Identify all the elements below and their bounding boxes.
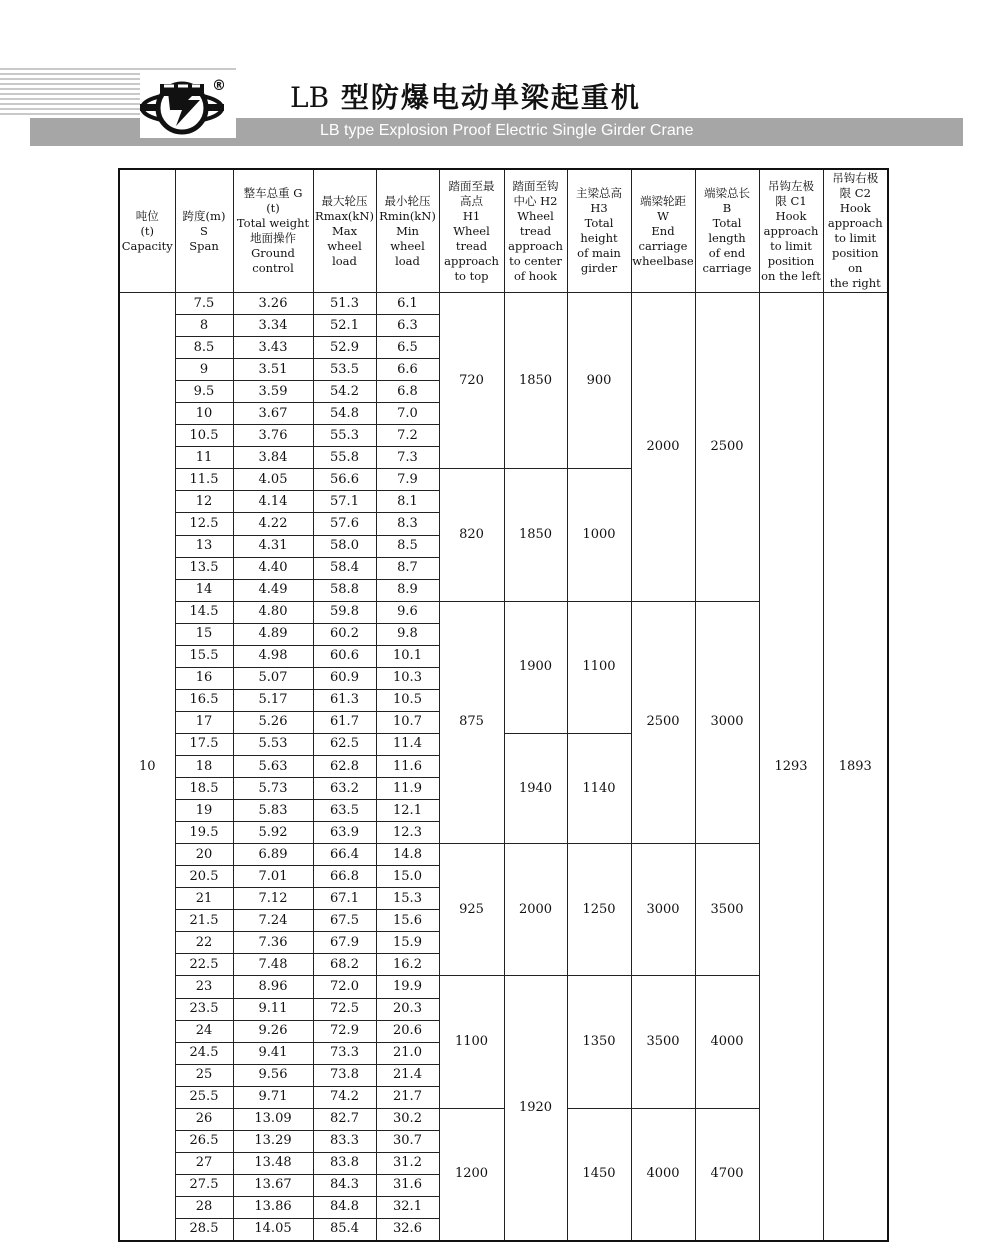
column-header-end-carriage-length: 端梁总长 B Total length of end carriage — [695, 169, 759, 293]
cell-max-wheel-load: 67.5 — [313, 910, 376, 932]
cell-total-weight: 3.59 — [233, 381, 313, 403]
cell-total-weight: 4.49 — [233, 579, 313, 601]
cell-min-wheel-load: 12.3 — [376, 822, 439, 844]
cell-total-weight: 3.67 — [233, 403, 313, 425]
cell-end-carriage-length: 4000 — [695, 976, 759, 1108]
cell-max-wheel-load: 73.3 — [313, 1042, 376, 1064]
cell-total-weight: 7.01 — [233, 866, 313, 888]
table-row — [119, 293, 888, 315]
cell-total-weight: 9.26 — [233, 1020, 313, 1042]
cell-total-weight: 3.76 — [233, 425, 313, 447]
cell-max-wheel-load: 74.2 — [313, 1086, 376, 1108]
cell-min-wheel-load: 6.5 — [376, 337, 439, 359]
cell-span: 26 — [175, 1108, 233, 1130]
cell-span: 8.5 — [175, 337, 233, 359]
cell-h2: 1920 — [504, 976, 567, 1241]
cell-max-wheel-load: 59.8 — [313, 601, 376, 623]
cell-min-wheel-load: 8.3 — [376, 513, 439, 535]
cell-total-weight: 4.22 — [233, 513, 313, 535]
cell-total-weight: 5.83 — [233, 800, 313, 822]
column-header-hook-right-limit: 吊钩右极 限 C2 Hook approach to limit position on the right — [823, 169, 888, 293]
cell-span: 15.5 — [175, 645, 233, 667]
cell-min-wheel-load: 11.6 — [376, 755, 439, 777]
cell-min-wheel-load: 6.6 — [376, 359, 439, 381]
cell-hook-right-limit: 1893 — [823, 293, 888, 1242]
cell-h1: 875 — [439, 601, 504, 844]
cell-min-wheel-load: 31.2 — [376, 1152, 439, 1174]
cell-span: 16 — [175, 667, 233, 689]
cell-max-wheel-load: 56.6 — [313, 469, 376, 491]
cell-h3: 1000 — [567, 469, 631, 601]
cell-max-wheel-load: 72.5 — [313, 998, 376, 1020]
cell-span: 12 — [175, 491, 233, 513]
spec-table — [118, 168, 889, 1242]
cell-min-wheel-load: 21.0 — [376, 1042, 439, 1064]
cell-total-weight: 5.63 — [233, 755, 313, 777]
cell-end-carriage-length: 3000 — [695, 601, 759, 844]
cell-max-wheel-load: 63.5 — [313, 800, 376, 822]
cell-max-wheel-load: 57.6 — [313, 513, 376, 535]
column-header-hook-left-limit: 吊钩左极 限 C1 Hook approach to limit position on the left — [759, 169, 823, 293]
cell-min-wheel-load: 20.6 — [376, 1020, 439, 1042]
cell-total-weight: 9.56 — [233, 1064, 313, 1086]
cell-span: 8 — [175, 315, 233, 337]
cell-max-wheel-load: 83.8 — [313, 1152, 376, 1174]
cell-max-wheel-load: 61.7 — [313, 711, 376, 733]
cell-span: 21.5 — [175, 910, 233, 932]
cell-span: 10.5 — [175, 425, 233, 447]
cell-span: 21 — [175, 888, 233, 910]
column-header-span: 跨度(m) S Span — [175, 169, 233, 293]
cell-min-wheel-load: 10.3 — [376, 667, 439, 689]
cell-span: 24.5 — [175, 1042, 233, 1064]
cell-hook-left-limit: 1293 — [759, 293, 823, 1242]
cell-min-wheel-load: 10.5 — [376, 689, 439, 711]
cell-max-wheel-load: 61.3 — [313, 689, 376, 711]
cell-min-wheel-load: 6.8 — [376, 381, 439, 403]
cell-min-wheel-load: 9.6 — [376, 601, 439, 623]
cell-span: 15 — [175, 623, 233, 645]
cell-total-weight: 4.14 — [233, 491, 313, 513]
cell-min-wheel-load: 15.9 — [376, 932, 439, 954]
cell-span: 24 — [175, 1020, 233, 1042]
cell-total-weight: 3.26 — [233, 293, 313, 315]
cell-max-wheel-load: 73.8 — [313, 1064, 376, 1086]
cell-span: 13.5 — [175, 557, 233, 579]
cell-min-wheel-load: 20.3 — [376, 998, 439, 1020]
cell-total-weight: 13.09 — [233, 1108, 313, 1130]
cell-h2: 1850 — [504, 469, 567, 601]
cell-span: 14 — [175, 579, 233, 601]
cell-wheelbase: 2500 — [631, 601, 695, 844]
page-title — [290, 76, 641, 116]
cell-total-weight: 5.07 — [233, 667, 313, 689]
cell-span: 23.5 — [175, 998, 233, 1020]
cell-total-weight: 8.96 — [233, 976, 313, 998]
cell-max-wheel-load: 58.4 — [313, 557, 376, 579]
cell-h2: 2000 — [504, 844, 567, 976]
cell-total-weight: 7.12 — [233, 888, 313, 910]
cell-span: 10 — [175, 403, 233, 425]
cell-min-wheel-load: 7.3 — [376, 447, 439, 469]
cell-h2: 1850 — [504, 293, 567, 469]
cell-span: 20 — [175, 844, 233, 866]
cell-span: 22 — [175, 932, 233, 954]
cell-total-weight: 4.40 — [233, 557, 313, 579]
cell-max-wheel-load: 67.9 — [313, 932, 376, 954]
column-header-total-weight: 整车总重 G (t) Total weight 地面操作 Ground control — [233, 169, 313, 293]
column-header-max-wheel-load: 最大轮压 Rmax(kN) Max wheel load — [313, 169, 376, 293]
cell-span: 20.5 — [175, 866, 233, 888]
cell-max-wheel-load: 63.9 — [313, 822, 376, 844]
cell-min-wheel-load: 8.5 — [376, 535, 439, 557]
cell-span: 19 — [175, 800, 233, 822]
cell-max-wheel-load: 62.5 — [313, 733, 376, 755]
title-model: LB — [290, 81, 330, 114]
cell-min-wheel-load: 6.1 — [376, 293, 439, 315]
cell-min-wheel-load: 15.6 — [376, 910, 439, 932]
brand-logo — [140, 70, 236, 138]
cell-min-wheel-load: 6.3 — [376, 315, 439, 337]
cell-min-wheel-load: 7.9 — [376, 469, 439, 491]
cell-min-wheel-load: 7.2 — [376, 425, 439, 447]
cell-min-wheel-load: 11.4 — [376, 733, 439, 755]
cell-max-wheel-load: 72.0 — [313, 976, 376, 998]
cell-max-wheel-load: 55.8 — [313, 447, 376, 469]
cell-max-wheel-load: 55.3 — [313, 425, 376, 447]
cell-max-wheel-load: 58.0 — [313, 535, 376, 557]
cell-span: 9.5 — [175, 381, 233, 403]
cell-h3: 1140 — [567, 733, 631, 843]
cell-total-weight: 5.17 — [233, 689, 313, 711]
cell-total-weight: 7.48 — [233, 954, 313, 976]
cell-max-wheel-load: 72.9 — [313, 1020, 376, 1042]
cell-min-wheel-load: 32.1 — [376, 1196, 439, 1218]
cell-total-weight: 4.31 — [233, 535, 313, 557]
cell-span: 17.5 — [175, 733, 233, 755]
cell-max-wheel-load: 66.4 — [313, 844, 376, 866]
cell-span: 14.5 — [175, 601, 233, 623]
cell-span: 17 — [175, 711, 233, 733]
cell-min-wheel-load: 7.0 — [376, 403, 439, 425]
cell-total-weight: 9.41 — [233, 1042, 313, 1064]
cell-total-weight: 14.05 — [233, 1218, 313, 1241]
table-header-row — [119, 169, 888, 293]
cell-total-weight: 7.36 — [233, 932, 313, 954]
cell-total-weight: 6.89 — [233, 844, 313, 866]
cell-min-wheel-load: 10.1 — [376, 645, 439, 667]
cell-total-weight: 13.48 — [233, 1152, 313, 1174]
table-body — [119, 293, 888, 1242]
cell-span: 9 — [175, 359, 233, 381]
cell-min-wheel-load: 31.6 — [376, 1174, 439, 1196]
cell-min-wheel-load: 21.7 — [376, 1086, 439, 1108]
cell-total-weight: 5.92 — [233, 822, 313, 844]
cell-min-wheel-load: 15.0 — [376, 866, 439, 888]
cell-min-wheel-load: 8.1 — [376, 491, 439, 513]
cell-span: 22.5 — [175, 954, 233, 976]
cell-span: 25.5 — [175, 1086, 233, 1108]
cell-min-wheel-load: 32.6 — [376, 1218, 439, 1241]
cell-h1: 720 — [439, 293, 504, 469]
cell-max-wheel-load: 66.8 — [313, 866, 376, 888]
cell-max-wheel-load: 57.1 — [313, 491, 376, 513]
cell-wheelbase: 4000 — [631, 1108, 695, 1241]
cell-total-weight: 3.34 — [233, 315, 313, 337]
cell-h1: 1100 — [439, 976, 504, 1108]
cell-min-wheel-load: 12.1 — [376, 800, 439, 822]
cell-max-wheel-load: 54.2 — [313, 381, 376, 403]
cell-h3: 1100 — [567, 601, 631, 733]
cell-max-wheel-load: 60.9 — [313, 667, 376, 689]
cell-max-wheel-load: 68.2 — [313, 954, 376, 976]
cell-total-weight: 3.51 — [233, 359, 313, 381]
cell-h3: 1250 — [567, 844, 631, 976]
cell-total-weight: 3.43 — [233, 337, 313, 359]
cell-max-wheel-load: 51.3 — [313, 293, 376, 315]
cell-h3: 1350 — [567, 976, 631, 1108]
cell-min-wheel-load: 10.7 — [376, 711, 439, 733]
cell-total-weight: 5.53 — [233, 733, 313, 755]
cell-min-wheel-load: 9.8 — [376, 623, 439, 645]
cell-max-wheel-load: 84.8 — [313, 1196, 376, 1218]
cell-h2: 1900 — [504, 601, 567, 733]
cell-span: 28.5 — [175, 1218, 233, 1241]
cell-min-wheel-load: 8.7 — [376, 557, 439, 579]
cell-max-wheel-load: 84.3 — [313, 1174, 376, 1196]
cell-end-carriage-length: 3500 — [695, 844, 759, 976]
cell-total-weight: 9.71 — [233, 1086, 313, 1108]
cell-end-carriage-length: 4700 — [695, 1108, 759, 1241]
column-header-capacity: 吨位 (t) Capacity — [119, 169, 175, 293]
cell-span: 12.5 — [175, 513, 233, 535]
cell-total-weight: 13.29 — [233, 1130, 313, 1152]
cell-max-wheel-load: 54.8 — [313, 403, 376, 425]
cell-span: 7.5 — [175, 293, 233, 315]
cell-total-weight: 5.26 — [233, 711, 313, 733]
cell-max-wheel-load: 63.2 — [313, 778, 376, 800]
column-header-h1: 踏面至最 高点 H1 Wheel tread approach to top — [439, 169, 504, 293]
cell-min-wheel-load: 14.8 — [376, 844, 439, 866]
cell-h1: 925 — [439, 844, 504, 976]
cell-wheelbase: 3500 — [631, 976, 695, 1108]
cell-min-wheel-load: 8.9 — [376, 579, 439, 601]
cell-wheelbase: 3000 — [631, 844, 695, 976]
cell-wheelbase: 2000 — [631, 293, 695, 602]
cell-total-weight: 9.11 — [233, 998, 313, 1020]
cell-span: 27.5 — [175, 1174, 233, 1196]
cell-total-weight: 7.24 — [233, 910, 313, 932]
cell-span: 23 — [175, 976, 233, 998]
cell-h3: 1450 — [567, 1108, 631, 1241]
cell-min-wheel-load: 21.4 — [376, 1064, 439, 1086]
cell-span: 11 — [175, 447, 233, 469]
cell-total-weight: 4.05 — [233, 469, 313, 491]
cell-total-weight: 3.84 — [233, 447, 313, 469]
cell-min-wheel-load: 11.9 — [376, 778, 439, 800]
cell-min-wheel-load: 30.7 — [376, 1130, 439, 1152]
cell-span: 18 — [175, 755, 233, 777]
registered-mark: ® — [212, 78, 226, 94]
cell-max-wheel-load: 60.6 — [313, 645, 376, 667]
cell-capacity: 10 — [119, 293, 175, 1242]
cell-total-weight: 13.86 — [233, 1196, 313, 1218]
cell-min-wheel-load: 19.9 — [376, 976, 439, 998]
column-header-h3: 主梁总高 H3 Total height of main girder — [567, 169, 631, 293]
cell-max-wheel-load: 60.2 — [313, 623, 376, 645]
cell-span: 16.5 — [175, 689, 233, 711]
cell-span: 13 — [175, 535, 233, 557]
cell-max-wheel-load: 52.1 — [313, 315, 376, 337]
cell-max-wheel-load: 53.5 — [313, 359, 376, 381]
cell-total-weight: 4.80 — [233, 601, 313, 623]
cell-total-weight: 4.89 — [233, 623, 313, 645]
cell-total-weight: 5.73 — [233, 778, 313, 800]
cell-h2: 1940 — [504, 733, 567, 843]
page-subtitle: LB type Explosion Proof Electric Single Girder Crane — [320, 122, 694, 139]
cell-span: 19.5 — [175, 822, 233, 844]
cell-min-wheel-load: 15.3 — [376, 888, 439, 910]
title-chinese: 型防爆电动单梁起重机 — [340, 81, 641, 114]
column-header-h2: 踏面至钩 中心 H2 Wheel tread approach to center of hook — [504, 169, 567, 293]
cell-max-wheel-load: 67.1 — [313, 888, 376, 910]
column-header-min-wheel-load: 最小轮压 Rmin(kN) Min wheel load — [376, 169, 439, 293]
cell-min-wheel-load: 30.2 — [376, 1108, 439, 1130]
cell-span: 25 — [175, 1064, 233, 1086]
cell-max-wheel-load: 85.4 — [313, 1218, 376, 1241]
cell-max-wheel-load: 83.3 — [313, 1130, 376, 1152]
cell-max-wheel-load: 58.8 — [313, 579, 376, 601]
column-header-wheelbase: 端梁轮距 W End carriage wheelbase — [631, 169, 695, 293]
cell-min-wheel-load: 16.2 — [376, 954, 439, 976]
cell-max-wheel-load: 52.9 — [313, 337, 376, 359]
cell-max-wheel-load: 62.8 — [313, 755, 376, 777]
cell-span: 18.5 — [175, 778, 233, 800]
cell-h1: 1200 — [439, 1108, 504, 1241]
cell-span: 11.5 — [175, 469, 233, 491]
cell-total-weight: 4.98 — [233, 645, 313, 667]
cell-total-weight: 13.67 — [233, 1174, 313, 1196]
cell-end-carriage-length: 2500 — [695, 293, 759, 602]
cell-max-wheel-load: 82.7 — [313, 1108, 376, 1130]
cell-span: 27 — [175, 1152, 233, 1174]
cell-span: 26.5 — [175, 1130, 233, 1152]
cell-span: 28 — [175, 1196, 233, 1218]
cell-h3: 900 — [567, 293, 631, 469]
cell-h1: 820 — [439, 469, 504, 601]
